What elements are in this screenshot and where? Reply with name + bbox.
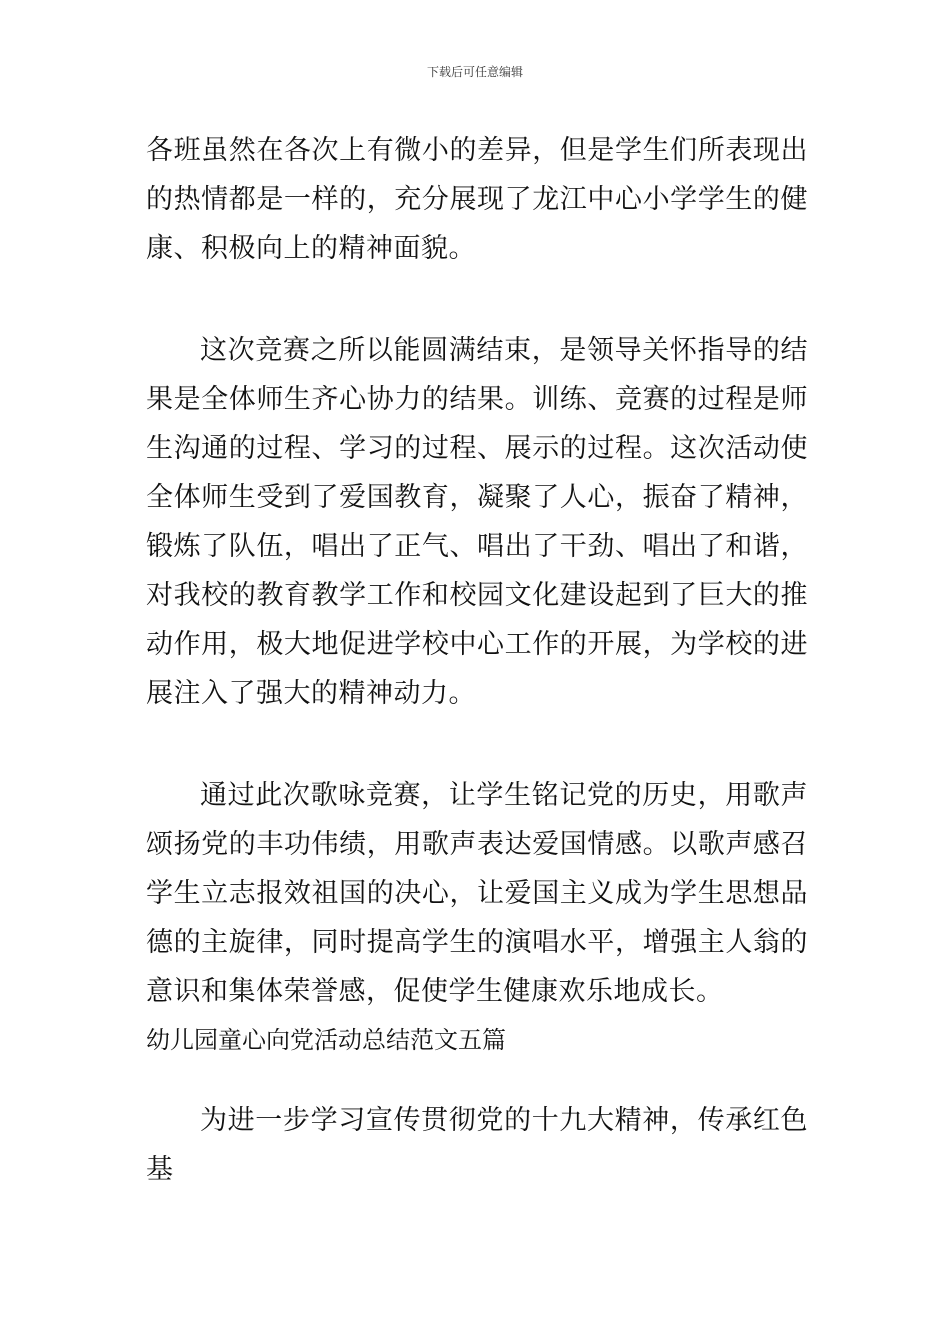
paragraph-4: 为进一步学习宣传贯彻党的十九大精神，传承红色基 [146,1105,808,1185]
paragraph-1: 各班虽然在各次上有微小的差异，但是学生们所表现出的热情都是一样的，充分展现了龙江中心小学学生的健康、积极向上的精神面貌。 [146,135,808,264]
section-title: 幼儿园童心向党活动总结范文五篇 [146,1026,506,1054]
page-header-note: 下载后可任意编辑 [426,65,523,79]
document-body [146,126,808,1194]
paragraph-2: 这次竞赛之所以能圆满结束，是领导关怀指导的结果是全体师生齐心协力的结果。训练、竞赛的过程是师生沟通的过程、学习的过程、展示的过程。这次活动使全体师生受到了爱国教育，凝聚了人心，振奋了精神，锻炼了队伍，唱出了正气、唱出了干劲、唱出了和谐，对我校的教育教学工作和校园文化建设起到了巨大的推动作用，极大地促进学校中心工作的开展，为学校的进展注入了强大的精神动力。 [146,335,808,709]
paragraph-3: 通过此次歌咏竞赛，让学生铭记党的历史，用歌声颂扬党的丰功伟绩，用歌声表达爱国情感。以歌声感召学生立志报效祖国的决心，让爱国主义成为学生思想品德的主旋律，同时提高学生的演唱水平，增强主人翁的意识和集体荣誉感，促使学生健康欢乐地成长。 [146,780,808,1007]
